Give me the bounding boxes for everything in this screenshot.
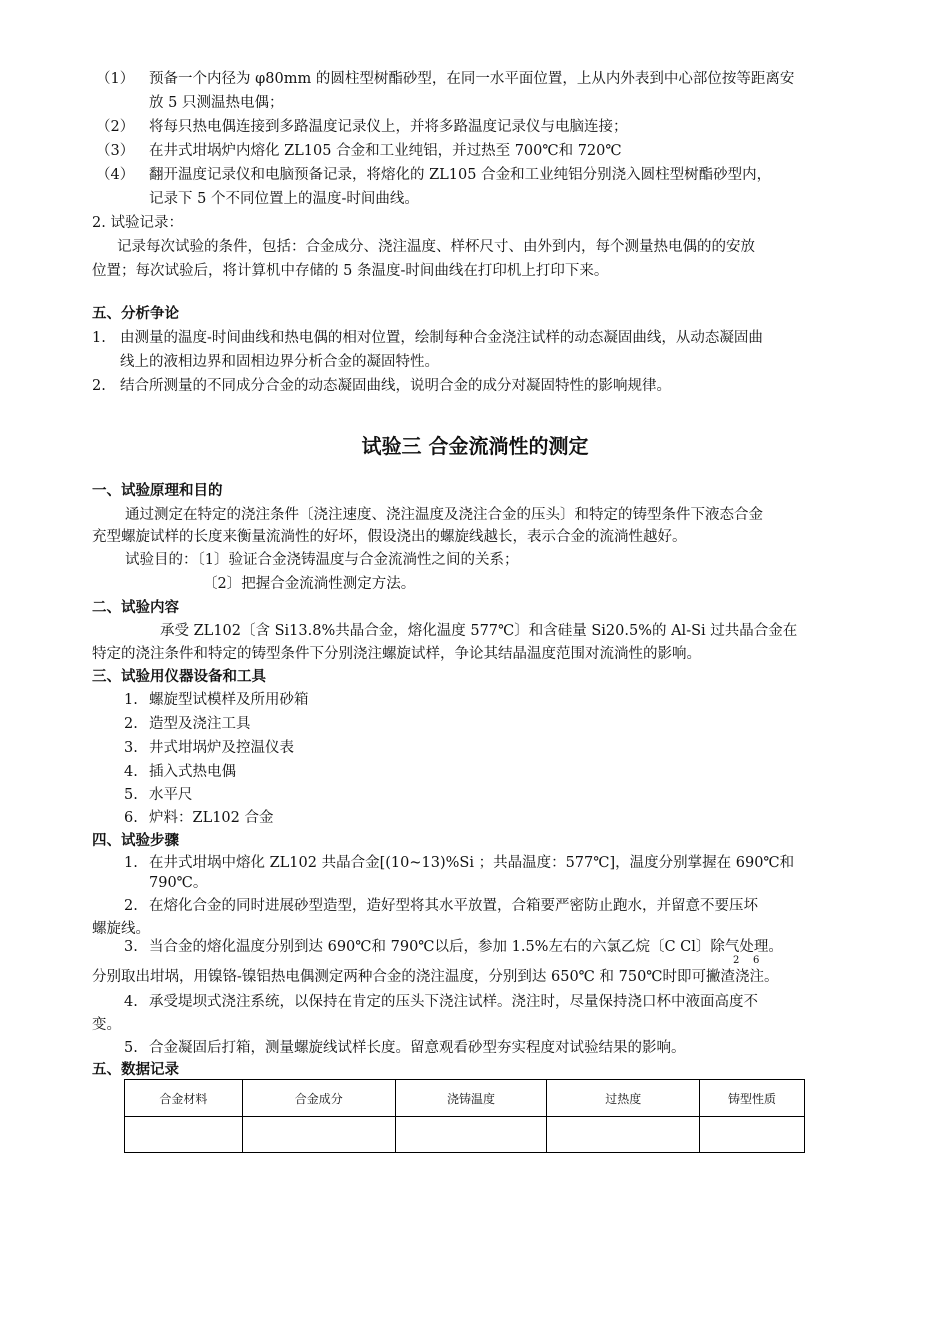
- paragraph-line: 特定的浇注条件和特定的铸型条件下分别浇注螺旋试样，争论其结晶温度范围对流淌性的影响。: [92, 646, 701, 662]
- list-text: 螺旋型试模样及所用砂箱: [149, 692, 309, 708]
- step-text: 790℃。: [149, 875, 208, 891]
- step-text: 变。: [92, 1017, 121, 1033]
- table-header-cell: 浇铸温度: [395, 1080, 547, 1117]
- list-number: 2.: [92, 378, 106, 394]
- list-text: 线上的液相边界和固相边界分析合金的凝固特性。: [120, 354, 439, 370]
- section-heading: 三、试验用仪器设备和工具: [92, 669, 266, 685]
- table-header-cell: 铸型性质: [700, 1080, 805, 1117]
- paragraph-line: 承受 ZL102〔含 Si13.8%共晶合金，熔化温度 577℃〕和含硅量 Si20.5%的 Al-Si 过共晶合金在: [160, 623, 798, 639]
- list-text: 插入式热电偶: [149, 764, 236, 780]
- table-cell: [242, 1117, 395, 1153]
- list-number: 1.: [92, 330, 106, 346]
- section-heading: 四、试验步骤: [92, 833, 179, 849]
- table-cell: [125, 1117, 243, 1153]
- step-number: 2.: [124, 898, 138, 914]
- step-text: 螺旋线。: [92, 921, 150, 937]
- section-heading: 一、试验原理和目的: [92, 483, 223, 499]
- step-text: 当合金的熔化温度分别到达 690℃和 790℃以后，参加 1.5%左右的六氯乙烷〔C Cl〕除气处理。: [149, 939, 783, 955]
- data-record-table: [124, 1079, 805, 1153]
- step-text: 放 5 只测温热电偶；: [149, 95, 284, 111]
- step-text: 将每只热电偶连接到多路温度记录仪上，并将多路温度记录仪与电脑连接；: [149, 119, 628, 135]
- table-cell: [547, 1117, 700, 1153]
- paragraph-line: 位置；每次试验后，将计算机中存储的 5 条温度-时间曲线在打印机上打印下来。: [92, 263, 609, 279]
- subscript: 2: [733, 955, 740, 966]
- record-heading: 2. 试验记录：: [92, 215, 183, 231]
- list-text: 结合所测量的不同成分合金的动态凝固曲线，说明合金的成分对凝固特性的影响规律。: [120, 378, 671, 394]
- step-text: 在熔化合金的同时进展砂型造型，造好型将其水平放置，合箱要严密防止跑水，并留意不要压坏: [149, 898, 758, 914]
- list-text: 水平尺: [149, 787, 193, 803]
- aim-line: 〔2〕把握合金流淌性测定方法。: [203, 576, 416, 592]
- section-heading: 五、分析争论: [92, 306, 179, 322]
- step-text: 在井式坩埚炉内熔化 ZL105 合金和工业纯铝，并过热至 700℃和 720℃: [149, 143, 622, 159]
- step-text: 在井式坩埚中熔化 ZL102 共晶合金[(10~13)%Si ；共晶温度：577℃]，温度分别掌握在 690℃和: [149, 855, 795, 871]
- step-number: （3）: [96, 143, 135, 159]
- step-number: 4.: [124, 994, 138, 1010]
- aim-line: 试验目的：〔1〕验证合金浇铸温度与合金流淌性之间的关系；: [125, 552, 519, 568]
- table-header-cell: 合金成分: [242, 1080, 395, 1117]
- step-number: （2）: [96, 119, 135, 135]
- table-cell: [700, 1117, 805, 1153]
- step-text: 翻开温度记录仪和电脑预备记录，将熔化的 ZL105 合金和工业纯铝分别浇入圆柱型树酯砂型内，: [149, 167, 772, 183]
- step-number: 5.: [124, 1040, 138, 1056]
- list-text: 造型及浇注工具: [149, 716, 251, 732]
- step-text: 记录下 5 个不同位置上的温度-时间曲线。: [149, 191, 419, 207]
- section-heading: 五、数据记录: [92, 1062, 179, 1078]
- table-header-cell: 合金材料: [125, 1080, 243, 1117]
- list-number: 4.: [124, 764, 138, 780]
- step-number: 3.: [124, 939, 138, 955]
- list-number: 6.: [124, 810, 138, 826]
- list-text: 由测量的温度-时间曲线和热电偶的相对位置，绘制每种合金浇注试样的动态凝固曲线，从动态凝固曲: [120, 330, 763, 346]
- list-number: 1.: [124, 692, 138, 708]
- list-number: 2.: [124, 716, 138, 732]
- step-text: 承受堤坝式浇注系统，以保持在肯定的压头下浇注试样。浇注时，尽量保持浇口杯中液面高度不: [149, 994, 758, 1010]
- table-header-cell: 过热度: [547, 1080, 700, 1117]
- table-row: [125, 1117, 805, 1153]
- step-number: （4）: [96, 167, 135, 183]
- step-number: 1.: [124, 855, 138, 871]
- subscript: 6: [753, 955, 760, 966]
- paragraph-line: 通过测定在特定的浇注条件〔浇注速度、浇注温度及浇注合金的压头〕和特定的铸型条件下液态合金: [125, 507, 763, 523]
- section-heading: 二、试验内容: [92, 600, 179, 616]
- list-number: 5.: [124, 787, 138, 803]
- list-number: 3.: [124, 740, 138, 756]
- step-text: 分别取出坩埚，用镍铬-镍铝热电偶测定两种合金的浇注温度，分别到达 650℃ 和 750℃时即可撇渣浇注。: [92, 969, 779, 985]
- paragraph-line: 充型螺旋试样的长度来衡量流淌性的好坏，假设浇出的螺旋线越长，表示合金的流淌性越好。: [92, 529, 687, 545]
- step-text: 预备一个内径为 φ80mm 的圆柱型树酯砂型，在同一水平面位置，上从内外表到中心部位按等距离安: [149, 71, 795, 87]
- table-cell: [395, 1117, 547, 1153]
- step-text: 合金凝固后打箱，测量螺旋线试样长度。留意观看砂型夯实程度对试验结果的影响。: [149, 1040, 686, 1056]
- step-number: （1）: [96, 71, 135, 87]
- list-text: 井式坩埚炉及控温仪表: [149, 740, 294, 756]
- paragraph-line: 记录每次试验的条件，包括：合金成分、浇注温度、样杯尺寸、由外到内，每个测量热电偶的的安放: [117, 239, 755, 255]
- page-title: 试验三 合金流淌性的测定: [361, 434, 589, 458]
- list-text: 炉料：ZL102 合金: [149, 810, 274, 826]
- table-header-row: [125, 1080, 805, 1117]
